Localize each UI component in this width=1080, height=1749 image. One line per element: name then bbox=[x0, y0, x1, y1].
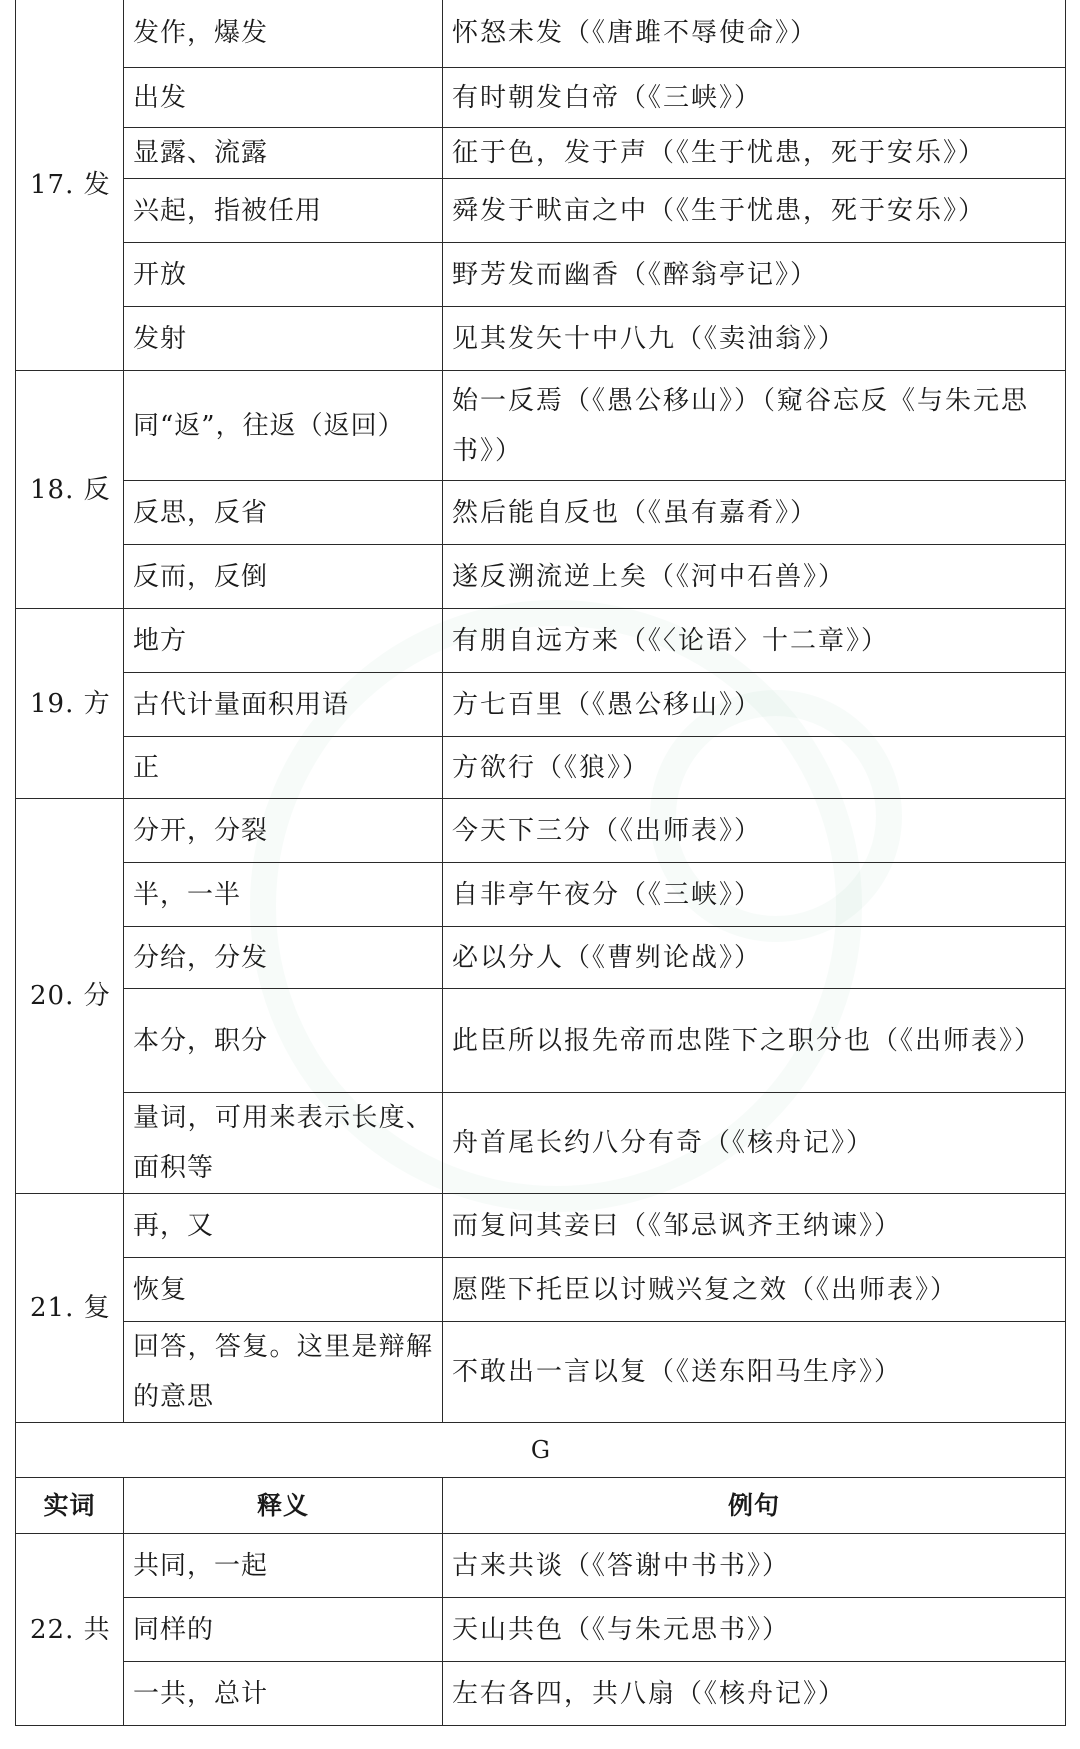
example-cell: 今天下三分（《出师表》） bbox=[443, 799, 1066, 863]
example-cell: 而复问其妾曰（《邹忌讽齐王纳谏》） bbox=[443, 1194, 1066, 1258]
table-row bbox=[16, 1093, 1066, 1194]
meaning-cell: 开放 bbox=[124, 243, 443, 307]
table-row bbox=[16, 179, 1066, 243]
example-cell: 舟首尾长约八分有奇（《核舟记》） bbox=[443, 1093, 1066, 1194]
meaning-cell: 显露、流露 bbox=[124, 128, 443, 179]
meaning-cell: 本分，职分 bbox=[124, 989, 443, 1093]
word-cell: 22. 共 bbox=[16, 1534, 124, 1726]
example-cell: 征于色，发于声（《生于忧患，死于安乐》） bbox=[443, 128, 1066, 179]
example-cell: 方欲行（《狼》） bbox=[443, 737, 1066, 799]
example-cell: 天山共色（《与朱元思书》） bbox=[443, 1598, 1066, 1662]
meaning-cell: 回答，答复。这里是辩解的意思 bbox=[124, 1322, 443, 1423]
section-letter-row bbox=[16, 1423, 1066, 1478]
section-letter: G bbox=[16, 1423, 1066, 1478]
table-row bbox=[16, 799, 1066, 863]
example-cell: 始一反焉（《愚公移山》）（窥谷忘反《与朱元思书》） bbox=[443, 371, 1066, 481]
example-cell: 然后能自反也（《虽有嘉肴》） bbox=[443, 481, 1066, 545]
word-cell: 18. 反 bbox=[16, 371, 124, 609]
table-row bbox=[16, 1534, 1066, 1598]
example-cell: 古来共谈（《答谢中书书》） bbox=[443, 1534, 1066, 1598]
table-row bbox=[16, 307, 1066, 371]
table-row bbox=[16, 609, 1066, 673]
meaning-cell: 正 bbox=[124, 737, 443, 799]
meaning-cell: 一共，总计 bbox=[124, 1662, 443, 1726]
meaning-cell: 古代计量面积用语 bbox=[124, 673, 443, 737]
table-row bbox=[16, 545, 1066, 609]
table-row bbox=[16, 128, 1066, 179]
meaning-cell: 反而，反倒 bbox=[124, 545, 443, 609]
header-word: 实词 bbox=[16, 1478, 124, 1534]
example-cell: 遂反溯流逆上矣（《河中石兽》） bbox=[443, 545, 1066, 609]
meaning-cell: 兴起，指被任用 bbox=[124, 179, 443, 243]
example-cell: 此臣所以报先帝而忠陛下之职分也（《出师表》） bbox=[443, 989, 1066, 1093]
table-row bbox=[16, 1662, 1066, 1726]
table-row bbox=[16, 927, 1066, 989]
meaning-cell: 同样的 bbox=[124, 1598, 443, 1662]
meaning-cell: 恢复 bbox=[124, 1258, 443, 1322]
table-row bbox=[16, 1258, 1066, 1322]
example-cell: 愿陛下托臣以讨贼兴复之效（《出师表》） bbox=[443, 1258, 1066, 1322]
example-cell: 野芳发而幽香（《醉翁亭记》） bbox=[443, 243, 1066, 307]
table-row bbox=[16, 1194, 1066, 1258]
vocabulary-table bbox=[15, 0, 1066, 1726]
word-cell: 21. 复 bbox=[16, 1194, 124, 1423]
meaning-cell: 同“返”，往返（返回） bbox=[124, 371, 443, 481]
meaning-cell: 地方 bbox=[124, 609, 443, 673]
table-row bbox=[16, 1322, 1066, 1423]
table-row bbox=[16, 68, 1066, 128]
table-row bbox=[16, 481, 1066, 545]
word-cell: 17. 发 bbox=[16, 0, 124, 371]
example-cell: 不敢出一言以复（《送东阳马生序》） bbox=[443, 1322, 1066, 1423]
table-row bbox=[16, 1598, 1066, 1662]
meaning-cell: 再，又 bbox=[124, 1194, 443, 1258]
meaning-cell: 量词，可用来表示长度、面积等 bbox=[124, 1093, 443, 1194]
example-cell: 怀怒未发（《唐雎不辱使命》） bbox=[443, 0, 1066, 68]
meaning-cell: 分开，分裂 bbox=[124, 799, 443, 863]
table-row bbox=[16, 0, 1066, 68]
meaning-cell: 发射 bbox=[124, 307, 443, 371]
example-cell: 舜发于畎亩之中（《生于忧患，死于安乐》） bbox=[443, 179, 1066, 243]
word-cell: 19. 方 bbox=[16, 609, 124, 799]
header-meaning: 释义 bbox=[124, 1478, 443, 1534]
example-cell: 有朋自远方来（《〈论语〉十二章》） bbox=[443, 609, 1066, 673]
example-cell: 有时朝发白帝（《三峡》） bbox=[443, 68, 1066, 128]
table-row bbox=[16, 989, 1066, 1093]
meaning-cell: 出发 bbox=[124, 68, 443, 128]
table-row bbox=[16, 371, 1066, 481]
meaning-cell: 半，一半 bbox=[124, 863, 443, 927]
example-cell: 必以分人（《曹刿论战》） bbox=[443, 927, 1066, 989]
header-example: 例句 bbox=[443, 1478, 1066, 1534]
word-cell: 20. 分 bbox=[16, 799, 124, 1194]
meaning-cell: 共同，一起 bbox=[124, 1534, 443, 1598]
table-row bbox=[16, 737, 1066, 799]
header-row bbox=[16, 1478, 1066, 1534]
example-cell: 左右各四，共八扇（《核舟记》） bbox=[443, 1662, 1066, 1726]
example-cell: 见其发矢十中八九（《卖油翁》） bbox=[443, 307, 1066, 371]
example-cell: 方七百里（《愚公移山》） bbox=[443, 673, 1066, 737]
meaning-cell: 发作，爆发 bbox=[124, 0, 443, 68]
table-row bbox=[16, 863, 1066, 927]
table-row bbox=[16, 243, 1066, 307]
meaning-cell: 反思，反省 bbox=[124, 481, 443, 545]
example-cell: 自非亭午夜分（《三峡》） bbox=[443, 863, 1066, 927]
table-row bbox=[16, 673, 1066, 737]
meaning-cell: 分给，分发 bbox=[124, 927, 443, 989]
